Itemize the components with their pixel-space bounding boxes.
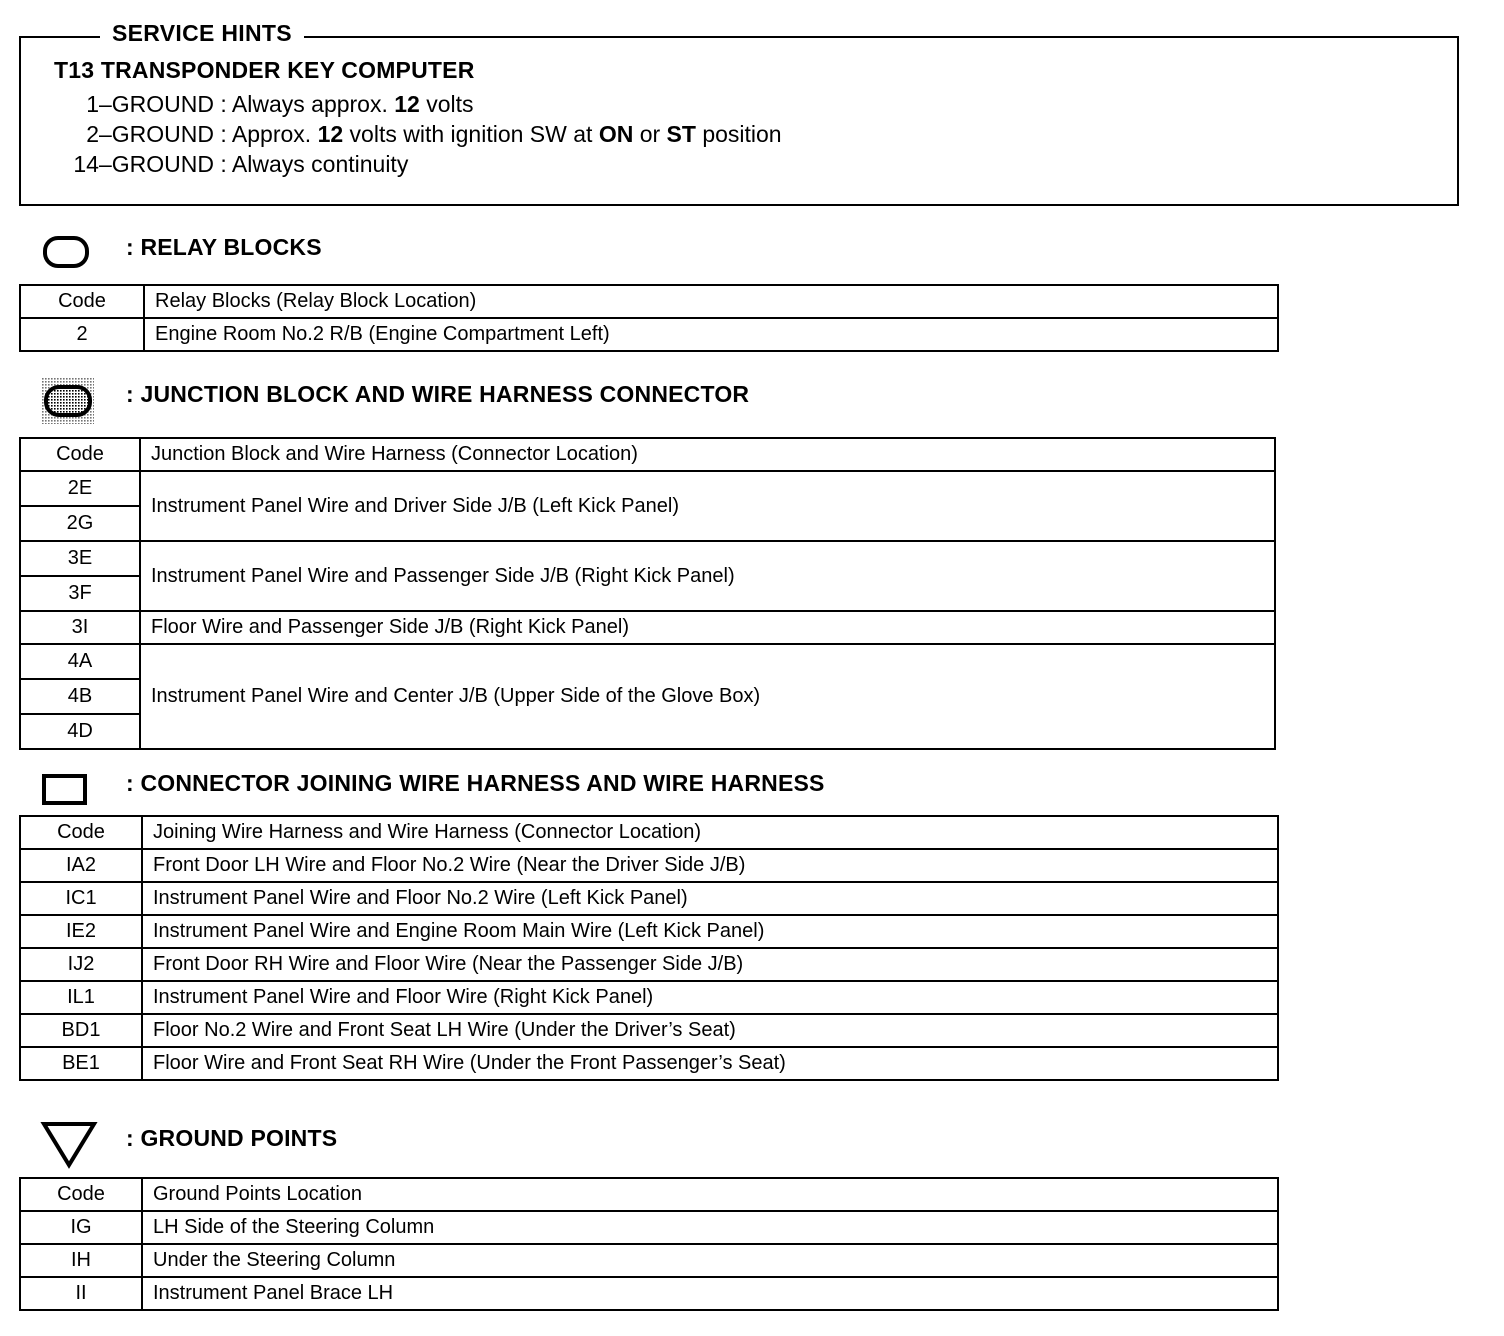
table-row [20, 644, 1275, 749]
relay-block-icon [42, 234, 92, 270]
desc-cell: Engine Room No.2 R/B (Engine Compartment Left) [144, 318, 1278, 351]
table-row [20, 1211, 1278, 1244]
desc-cell: Floor Wire and Front Seat RH Wire (Under the Front Passenger’s Seat) [142, 1047, 1278, 1080]
table-row [20, 948, 1278, 981]
code-value: 3F [21, 575, 139, 610]
desc-cell: Front Door RH Wire and Floor Wire (Near the Passenger Side J/B) [142, 948, 1278, 981]
code-value: 4B [21, 678, 139, 713]
hint-sep: : [214, 121, 232, 147]
ground-points-table [19, 1177, 1279, 1311]
header-desc: Ground Points Location [142, 1178, 1278, 1211]
junction-blocks-table [19, 437, 1276, 750]
table-row [20, 981, 1278, 1014]
desc-cell: Instrument Panel Wire and Floor No.2 Wire (Left Kick Panel) [142, 882, 1278, 915]
code-cell: IJ2 [20, 948, 142, 981]
code-cell: 3I [20, 611, 140, 644]
table-header-row [20, 285, 1278, 318]
code-value: 4D [21, 713, 139, 748]
code-cell: IG [20, 1211, 142, 1244]
table-row [20, 1277, 1278, 1310]
code-cell [20, 644, 140, 749]
desc-cell: Under the Steering Column [142, 1244, 1278, 1277]
table-row [20, 611, 1275, 644]
desc-cell: Instrument Panel Brace LH [142, 1277, 1278, 1310]
connectors-table [19, 815, 1279, 1081]
hint-pin: 1–GROUND [86, 91, 214, 117]
header-desc: Relay Blocks (Relay Block Location) [144, 285, 1278, 318]
code-cell: IE2 [20, 915, 142, 948]
desc-cell: Floor No.2 Wire and Front Seat LH Wire (Under the Driver’s Seat) [142, 1014, 1278, 1047]
hint-text: or [633, 121, 667, 147]
hint-text: Approx. [231, 121, 318, 147]
hint-bold: ST [666, 121, 696, 147]
hint-pin: 14–GROUND [73, 151, 214, 177]
header-code: Code [20, 438, 140, 471]
table-row [20, 1047, 1278, 1080]
relay-blocks-heading: : RELAY BLOCKS [126, 234, 322, 260]
code-value: 3E [67, 547, 93, 569]
desc-cell: Instrument Panel Wire and Driver Side J/B (Left Kick Panel) [140, 471, 1275, 541]
table-row [20, 1244, 1278, 1277]
ground-points-heading: : GROUND POINTS [126, 1125, 338, 1151]
header-code: Code [20, 816, 142, 849]
table-row [20, 318, 1278, 351]
hint-text: Always continuity [231, 151, 409, 177]
ground-point-icon [40, 1120, 100, 1170]
table-header-row [20, 438, 1275, 471]
hint-sep: : [214, 91, 232, 117]
hint-bold: ON [598, 121, 634, 147]
hint-text: Always approx. [231, 91, 395, 117]
code-cell: BD1 [20, 1014, 142, 1047]
header-desc: Joining Wire Harness and Wire Harness (Connector Location) [142, 816, 1278, 849]
connector-icon [42, 774, 88, 806]
desc-cell: Instrument Panel Wire and Engine Room Main Wire (Left Kick Panel) [142, 915, 1278, 948]
service-hints-legend: SERVICE HINTS [100, 20, 304, 47]
code-cell: 2 [20, 318, 144, 351]
code-cell: IH [20, 1244, 142, 1277]
desc-cell: LH Side of the Steering Column [142, 1211, 1278, 1244]
header-code: Code [20, 1178, 142, 1211]
component-title: T13 TRANSPONDER KEY COMPUTER [54, 57, 475, 83]
desc-cell: Instrument Panel Wire and Floor Wire (Right Kick Panel) [142, 981, 1278, 1014]
desc-cell: Front Door LH Wire and Floor No.2 Wire (Near the Driver Side J/B) [142, 849, 1278, 882]
hint-sep: : [214, 151, 232, 177]
table-row [20, 471, 1275, 541]
hint-line [54, 121, 782, 148]
hint-bold: 12 [317, 121, 344, 147]
code-cell: II [20, 1277, 142, 1310]
table-row [20, 915, 1278, 948]
hint-line [54, 151, 408, 178]
hint-text: volts [419, 91, 474, 117]
junction-block-icon [42, 378, 94, 424]
desc-cell: Instrument Panel Wire and Center J/B (Upper Side of the Glove Box) [140, 644, 1275, 749]
table-header-row [20, 816, 1278, 849]
relay-blocks-table [19, 284, 1279, 352]
table-row [20, 541, 1275, 611]
hint-line [54, 91, 474, 118]
hint-text: volts with ignition SW at [343, 121, 599, 147]
table-row [20, 1014, 1278, 1047]
hint-text: position [695, 121, 782, 147]
desc-cell: Floor Wire and Passenger Side J/B (Right Kick Panel) [140, 611, 1275, 644]
table-header-row [20, 1178, 1278, 1211]
header-code: Code [20, 285, 144, 318]
hint-bold: 12 [394, 91, 420, 117]
code-value: 2G [21, 505, 139, 540]
code-cell [20, 541, 140, 611]
code-cell [20, 471, 140, 541]
header-desc: Junction Block and Wire Harness (Connector Location) [140, 438, 1275, 471]
table-row [20, 849, 1278, 882]
desc-cell: Instrument Panel Wire and Passenger Side J/B (Right Kick Panel) [140, 541, 1275, 611]
code-value: 4A [67, 650, 93, 672]
connectors-heading: : CONNECTOR JOINING WIRE HARNESS AND WIRE HARNESS [126, 770, 825, 796]
hint-pin: 2–GROUND [86, 121, 214, 147]
code-value: 2E [67, 477, 93, 499]
junction-blocks-heading: : JUNCTION BLOCK AND WIRE HARNESS CONNECTOR [126, 381, 750, 407]
code-cell: IA2 [20, 849, 142, 882]
code-cell: BE1 [20, 1047, 142, 1080]
code-cell: IC1 [20, 882, 142, 915]
table-row [20, 882, 1278, 915]
code-cell: IL1 [20, 981, 142, 1014]
